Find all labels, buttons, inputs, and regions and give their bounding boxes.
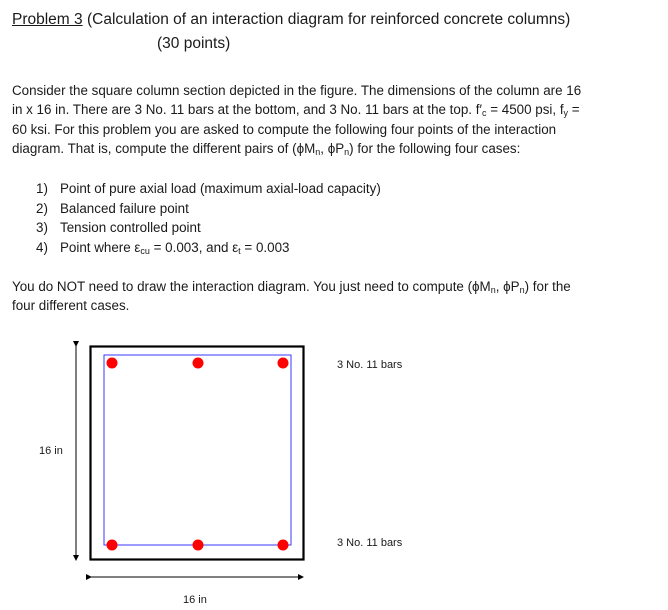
intro-line-3: 60 ksi. For this problem you are asked to compute the following four points of the interaction: [12, 121, 557, 137]
list-item: 2) Balanced failure point: [36, 200, 189, 216]
list-item: 4) Point where $\varepsilon_{cu} = 0.003$, and $\varepsilon_t = 0.003$: [36, 239, 290, 256]
intro-line-1: Consider the square column section depicted in the figure. The dimensions of the column are 16: [12, 83, 582, 98]
top-bar-middle: [193, 358, 204, 369]
bottom-bars-label: 3 No. 11 bars: [337, 537, 403, 549]
outro-line-1: You do NOT need to draw the interaction diagram. You just need to compute ($\phi M_n$, $\phi P_n$) for the: [12, 279, 571, 295]
problem-number: Problem 3: [12, 11, 83, 28]
width-label: 16 in: [183, 594, 207, 606]
intro-line-4: diagram. That is, compute the different pairs of ($\phi M_n$, $\phi P_n$) for the following four cases:: [12, 140, 521, 157]
bottom-bar-left: [107, 540, 118, 551]
intro-line-2: in x 16 in. There are 3 No. 11 bars at the bottom, and 3 No. 11 bars at the top. $f'_c = 4500$ psi, $f_y$ =: [12, 102, 580, 119]
top-bar-right: [278, 358, 289, 369]
list-item: 1) Point of pure axial load (maximum axial-load capacity): [36, 181, 381, 196]
outro-line-2: four different cases.: [12, 298, 130, 314]
problem-description: (Calculation of an interaction diagram for reinforced concrete columns): [86, 11, 571, 28]
height-label: 16 in: [39, 445, 63, 457]
bottom-bar-right: [278, 540, 289, 551]
bottom-bar-middle: [193, 540, 204, 551]
tie-outline: [104, 355, 291, 545]
top-bar-left: [107, 358, 118, 369]
list-item: 3) Tension controlled point: [36, 220, 201, 236]
concrete-section: [91, 347, 304, 560]
problem-points: (30 points): [157, 35, 231, 52]
top-bars-label: 3 No. 11 bars: [337, 359, 403, 371]
